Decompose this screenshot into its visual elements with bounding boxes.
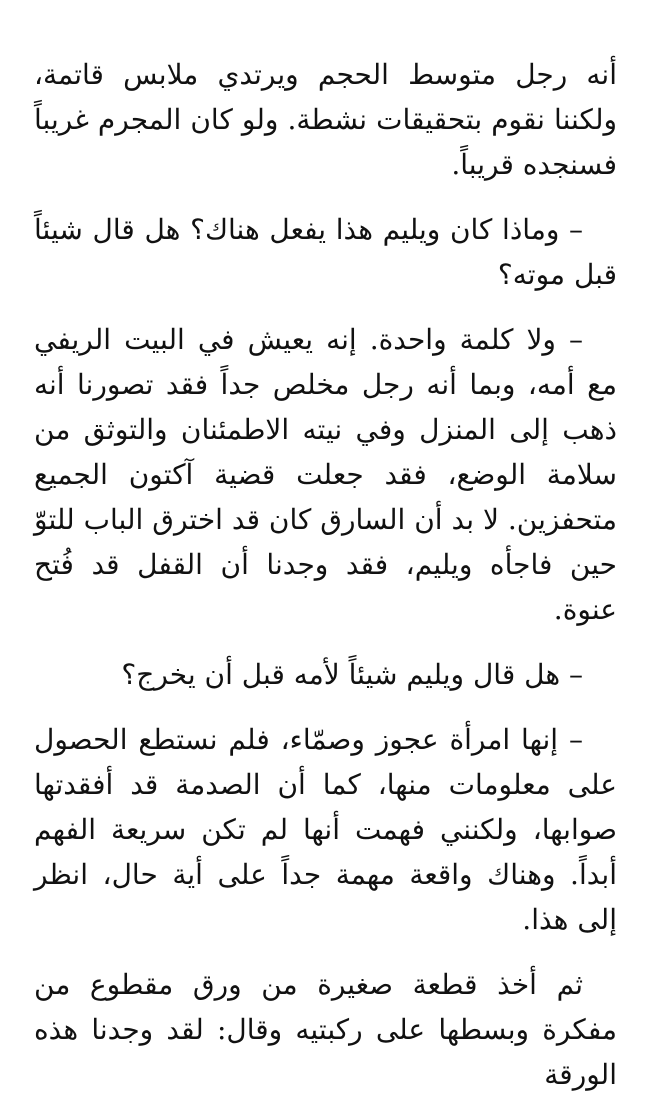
paragraph-question-mother: – هل قال ويليم شيئاً لأمه قبل أن يخرج؟ bbox=[121, 658, 583, 691]
paragraph-question-william: – وماذا كان ويليم هذا يفعل هناك؟ هل قال شيئاً قبل موته؟ bbox=[34, 213, 617, 291]
paragraph-paper-note: ثم أخذ قطعة صغيرة من ورق مقطوع من مفكرة وبسطها على ركبتيه وقال: لقد وجدنا هذه الورقة bbox=[34, 968, 617, 1091]
paragraph-description: أنه رجل متوسط الحجم ويرتدي ملابس قاتمة، ولكننا نقوم بتحقيقات نشطة. ولو كان المجرم غريباً فسنجده قريباً. bbox=[34, 58, 617, 181]
book-page bbox=[34, 52, 617, 1117]
paragraph-answer-mother: – إنها امرأة عجوز وصمّاء، فلم نستطع الحصول على معلومات منها، كما أن الصدمة قد أفقدتها صوابها، ولكنني فهمت أنها لم تكن سريعة الفهم أبداً. وهناك واقعة مهمة جداً على أية حال، انظر إلى هذا. bbox=[34, 723, 617, 936]
paragraph-answer-william: – ولا كلمة واحدة. إنه يعيش في البيت الريفي مع أمه، وبما أنه رجل مخلص جداً فقد تصورنا أنه ذهب إلى المنزل وفي نيته الاطمئنان والتوثق من سلامة الوضع، فقد جعلت قضية آكتون الجميع متحفزين. لا بد أن السارق كان قد اخترق الباب للتوّ حين فاجأه ويليم، فقد وجدنا أن القفل قد فُتح عنوة. bbox=[34, 323, 617, 626]
